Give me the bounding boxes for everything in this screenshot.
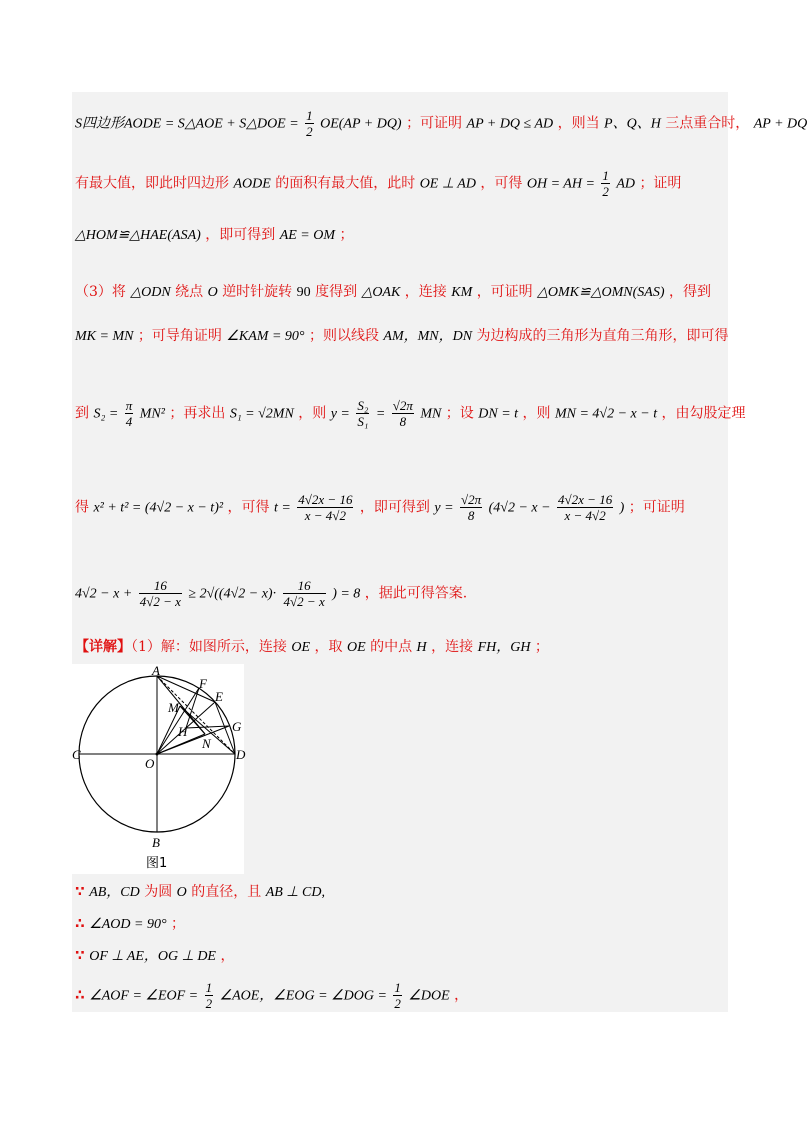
math: AODE [233,176,271,192]
math: ∠AOF = ∠EOF = [89,988,199,1004]
math: OF ⊥ AE，OG ⊥ DE [89,949,216,964]
math: O [207,285,218,300]
label-H: H [178,724,188,739]
text: ；可导角证明 [137,328,222,344]
text: ，则 [298,405,327,422]
text: 为圆 [144,884,173,900]
fraction: $\frac{4√2x - 16}{x - 4√2}$ [298,492,353,523]
text: 绕点 [175,284,204,300]
math: AP + DQ [753,116,807,132]
math: O [176,885,187,900]
text: ；可证明 [406,115,463,132]
fraction: $\frac{1}{2}$ [394,980,401,1011]
label-E: E [215,689,223,704]
math: t = [273,500,291,516]
text-line-12 [75,946,234,967]
math: ≥ 2√((4√2 − x)· [188,586,277,602]
math: AD [616,176,635,192]
fraction: $\frac{1}{2}$ [205,980,213,1011]
math: AE = OM [279,228,336,243]
text: ；证明 [639,175,682,192]
math: AM，MN，DN [383,329,473,344]
text: （1）解：如图所示，连接 [131,639,287,655]
math: AP + DQ ≤ AD [466,116,554,132]
math: AB，CD [89,885,140,900]
math: (4√2 − x − [488,500,551,516]
text: ；则以线段 [308,328,379,344]
math: = [375,406,386,422]
text-line-2 [75,168,681,199]
circle-diagram [72,664,244,874]
detail-heading: 【详解】 [75,639,131,655]
text: ； [534,639,549,655]
math: MN [420,406,442,422]
label-N: N [202,736,211,751]
figure-caption: 图1 [146,856,168,871]
math: x² + t² = (4√2 − x − t)² [93,500,224,516]
math: DN = t [478,406,519,422]
label-M: M [168,700,179,715]
text: 为边构成的三角形为直角三角形，即可得 [476,328,729,344]
math: S₁ = √2MN [229,406,294,422]
math: FH，GH [477,640,531,655]
math: MK = MN [75,329,134,344]
math: ) = 8 [332,586,361,602]
math: KM [451,285,473,300]
fraction: $\frac{16}{4√2 - x}$ [139,578,181,609]
math: ∠KAM = 90° [226,329,305,344]
math: OH = AH = [526,176,595,192]
math: OE(AP + DQ) [320,116,402,132]
text: 得 [75,499,89,516]
text: ， [454,987,469,1004]
math: S四边形AODE = S△AOE + S△DOE = [75,116,299,132]
fraction: $\frac{√2\pi}{8}$ [392,398,413,429]
text: ，得到 [668,284,711,300]
therefore-symbol: ∴ [75,916,85,932]
math: 4√2 − x + [75,586,133,602]
fraction-half: $\frac{1}{2}$ [602,168,609,199]
text: 的面积有最大值，此时 [275,175,416,192]
text: ；设 [445,405,474,422]
because-symbol: ∵ [75,884,85,900]
math: AB ⊥ CD, [265,885,325,900]
text: ， [220,948,235,964]
math: y = [330,406,350,422]
text: 度得到 [315,284,358,300]
text-line-5 [75,326,729,347]
math: H [416,640,427,655]
text-line-10 [75,882,325,903]
geometry-figure [72,664,244,874]
fraction-half: $\frac{1}{2}$ [306,108,313,139]
text: ，据此可得答案. [364,585,468,602]
text: ，可得 [227,499,270,516]
text: ；再求出 [169,405,226,422]
text: ； [171,916,186,932]
label-O: O [145,756,155,771]
text: ，由勾股定理 [661,405,746,422]
math: OE [346,640,366,655]
label-G: G [232,719,242,734]
label-C: C [72,747,81,762]
text-line-6 [75,398,746,429]
text-line-9 [75,637,549,658]
math: ) [619,500,625,516]
text: ；可证明 [628,499,685,516]
fraction: $\frac{16}{4√2 - x}$ [283,578,325,609]
label-B: B [152,835,160,850]
text: 到 [75,405,89,422]
math: △OMK≌△OMN(SAS) [537,285,665,300]
text: ，则 [522,405,551,422]
text: ，可得 [480,175,523,192]
therefore-symbol: ∴ [75,987,85,1004]
text-line-3 [75,225,353,246]
text: ； [339,227,354,243]
fraction: $\frac{√2\pi}{8}$ [460,492,482,523]
text: ，取 [314,639,343,655]
label-F: F [199,676,207,691]
math: P、Q、H [604,116,661,132]
math: OE [291,640,311,655]
text: 逆时针旋转 [222,284,293,300]
because-symbol: ∵ [75,948,85,964]
text-line-13 [75,980,468,1011]
text: ，即可得到 [205,227,276,243]
math: 90 [296,285,311,300]
math: OE ⊥ AD [419,176,476,192]
text: ，可证明 [476,284,533,300]
math: △HOM≌△HAE(ASA) [75,228,201,243]
fraction: $\frac{\pi}{4}$ [125,398,133,429]
label-A: A [152,663,160,678]
math: △ODN [130,285,171,300]
text-line-8 [75,578,467,609]
text: ，连接 [404,284,447,300]
text: ，则当 [557,115,600,132]
text: ，连接 [431,639,474,655]
math: ∠DOE [408,988,450,1004]
text: 的中点 [370,639,413,655]
text: ，即可得到 [359,499,430,516]
fraction: $\frac{\text{S₂}}{\text{S₁}}$ [357,398,369,429]
math: MN² [139,406,165,422]
math: △OAK [361,285,401,300]
math: ∠AOE，∠EOG = ∠DOG = [219,988,387,1004]
label-D: D [236,747,246,762]
math: ∠AOD = 90° [89,917,167,932]
text: （3）将 [75,284,126,300]
text: 的直径，且 [191,884,262,900]
math: y = [434,500,454,516]
text-line-1 [75,108,807,139]
text-line-11 [75,914,185,935]
text-line-7 [75,492,685,523]
math: MN = 4√2 − x − t [554,406,658,422]
fraction: $\frac{4√2x - 16}{x - 4√2}$ [558,492,613,523]
math: S₂ = [93,406,119,422]
text: 有最大值，即此时四边形 [75,175,229,192]
text: 三点重合时， [665,115,750,132]
text-line-4 [75,282,711,303]
